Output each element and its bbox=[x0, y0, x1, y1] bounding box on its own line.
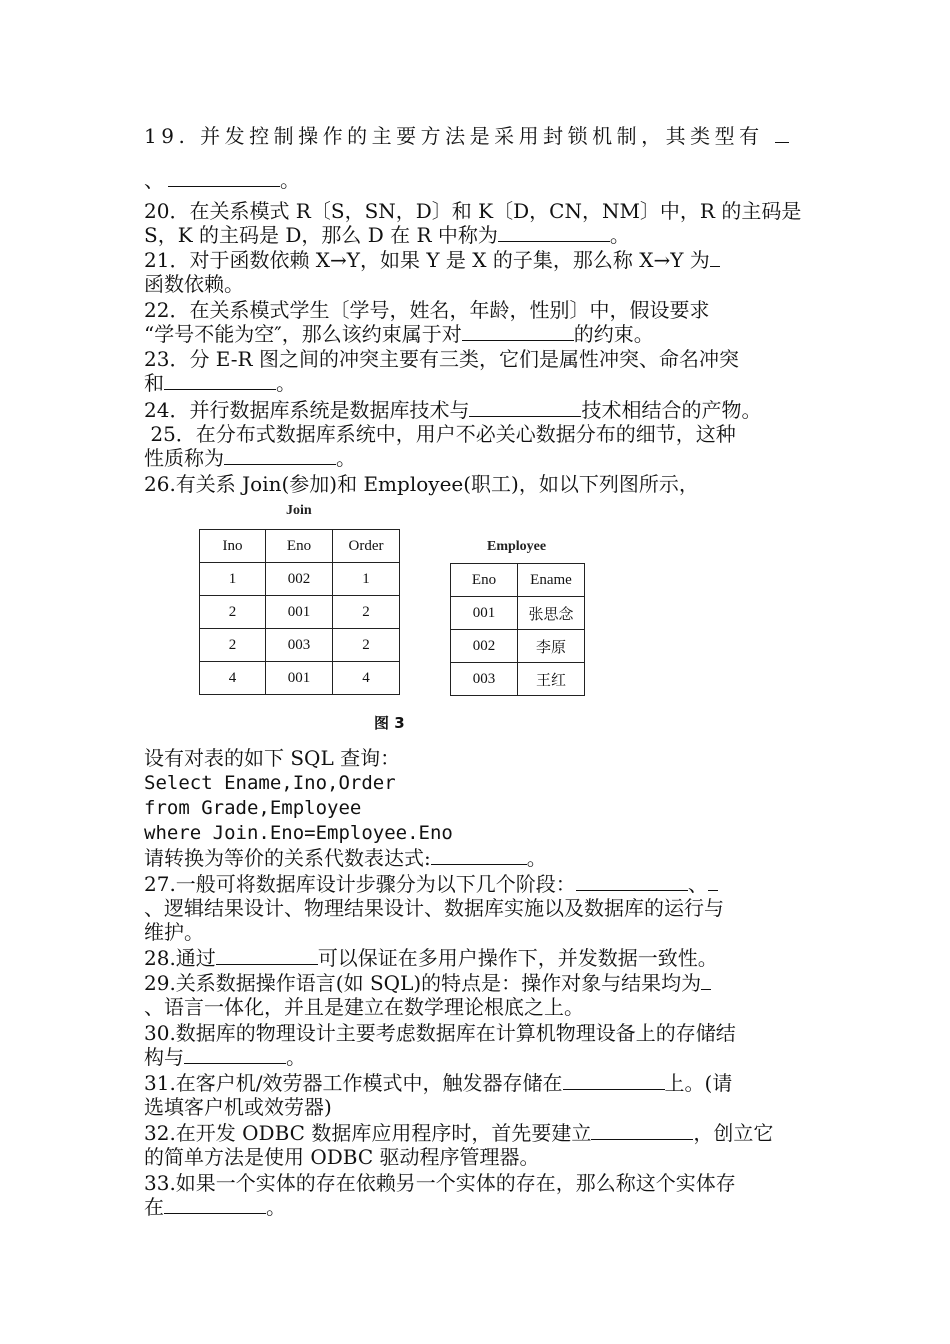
question-22-line-1: 22．在关系模式学生〔学号，姓名，年龄，性别〕中，假设要求 bbox=[144, 298, 710, 322]
join-cell: 2 bbox=[200, 629, 266, 662]
employee-cell: 002 bbox=[451, 630, 518, 663]
join-table bbox=[199, 529, 400, 695]
employee-header-cell: Eno bbox=[451, 564, 518, 597]
question-29-line-2: 、语言一体化，并且是建立在数学理论根底之上。 bbox=[144, 995, 584, 1019]
question-30-line-1: 30.数据库的物理设计主要考虑数据库在计算机物理设备上的存储结 bbox=[144, 1021, 736, 1045]
question-24-line: 24．并行数据库系统是数据库技术与 技术相结合的产物。 bbox=[144, 398, 762, 422]
join-cell: 4 bbox=[200, 662, 266, 695]
join-cell: 001 bbox=[266, 662, 333, 695]
employee-table-row bbox=[451, 663, 585, 696]
employee-cell: 001 bbox=[451, 597, 518, 630]
join-cell: 2 bbox=[333, 596, 400, 629]
join-table-row bbox=[200, 596, 400, 629]
question-19-line-1: 19. 并发控制操作的主要方法是采用封锁机制，其类型有 bbox=[144, 124, 789, 148]
join-header-cell: Order bbox=[333, 530, 400, 563]
question-23-line-2: 和 。 bbox=[144, 371, 296, 395]
join-table-row bbox=[200, 662, 400, 695]
question-26-line-3: 请转换为等价的关系代数表达式: 。 bbox=[144, 846, 547, 870]
question-20-line-2: S，K 的主码是 D，那么 D 在 R 中称为 。 bbox=[144, 223, 630, 247]
join-cell: 2 bbox=[333, 629, 400, 662]
question-21-line-1: 21．对于函数依赖 X→Y，如果 Y 是 X 的子集，那么称 X→Y 为 bbox=[144, 248, 720, 272]
question-28-line: 28.通过 可以保证在多用户操作下，并发数据一致性。 bbox=[144, 946, 718, 970]
join-cell: 1 bbox=[333, 563, 400, 596]
question-33-line-1: 33.如果一个实体的存在依赖另一个实体的存在，那么称这个实体存 bbox=[144, 1171, 736, 1195]
employee-header-cell: Ename bbox=[518, 564, 585, 597]
question-27-line-1: 27.一般可将数据库设计步骤分为以下几个阶段： 、 bbox=[144, 872, 718, 896]
join-table-title: Join bbox=[286, 503, 312, 518]
employee-table-title: Employee bbox=[487, 539, 547, 554]
join-cell: 003 bbox=[266, 629, 333, 662]
join-cell: 001 bbox=[266, 596, 333, 629]
employee-cell: 003 bbox=[451, 663, 518, 696]
join-cell: 002 bbox=[266, 563, 333, 596]
employee-cell: 张思念 bbox=[518, 597, 585, 630]
sql-line-2: from Grade,Employee bbox=[144, 797, 362, 819]
question-27-line-2: 、逻辑结果设计、物理结果设计、数据库实施以及数据库的运行与 bbox=[144, 896, 724, 920]
question-31-line-2: 选填客户机或效劳器) bbox=[144, 1095, 332, 1119]
join-header-cell: Ino bbox=[200, 530, 266, 563]
question-25-line-2: 性质称为 。 bbox=[144, 446, 356, 470]
join-cell: 1 bbox=[200, 563, 266, 596]
question-29-line-1: 29.关系数据操作语言(如 SQL)的特点是：操作对象与结果均为 bbox=[144, 971, 711, 995]
question-30-line-2: 构与 。 bbox=[144, 1045, 306, 1069]
question-27-line-3: 维护。 bbox=[144, 920, 204, 944]
join-table-header-row bbox=[200, 530, 400, 563]
question-32-line-2: 的简单方法是使用 ODBC 驱动程序管理器。 bbox=[144, 1145, 540, 1169]
question-20-line-1: 20．在关系模式 R〔S，SN，D〕和 K〔D，CN，NM〕中，R 的主码是 bbox=[144, 199, 802, 223]
employee-table-header-row bbox=[451, 564, 585, 597]
employee-cell: 王红 bbox=[518, 663, 585, 696]
question-19-line-2: 、 。 bbox=[144, 168, 300, 192]
figure-caption: 图 3 bbox=[374, 714, 405, 732]
employee-table-row bbox=[451, 597, 585, 630]
join-table-row bbox=[200, 629, 400, 662]
question-22-line-2: “学号不能为空″，那么该约束属于对 的约束。 bbox=[144, 322, 654, 346]
question-25-line-1: 25．在分布式数据库系统中，用户不必关心数据分布的细节，这种 bbox=[144, 422, 736, 446]
question-21-line-2: 函数依赖。 bbox=[144, 272, 244, 296]
employee-table-row bbox=[451, 630, 585, 663]
join-cell: 4 bbox=[333, 662, 400, 695]
question-32-line-1: 32.在开发 ODBC 数据库应用程序时，首先要建立 ，创立它 bbox=[144, 1121, 774, 1145]
join-cell: 2 bbox=[200, 596, 266, 629]
question-33-line-2: 在 。 bbox=[144, 1195, 286, 1219]
employee-table bbox=[450, 563, 585, 696]
employee-cell: 李原 bbox=[518, 630, 585, 663]
join-table-row bbox=[200, 563, 400, 596]
sql-line-1: Select Ename,Ino,Order bbox=[144, 772, 396, 794]
question-31-line-1: 31.在客户机/效劳器工作模式中，触发器存储在 上。(请 bbox=[144, 1071, 733, 1095]
join-header-cell: Eno bbox=[266, 530, 333, 563]
question-26-line-2: 设有对表的如下 SQL 查询： bbox=[144, 746, 401, 770]
question-23-line-1: 23．分 E-R 图之间的冲突主要有三类，它们是属性冲突、命名冲突 bbox=[144, 347, 739, 371]
sql-line-3: where Join.Eno=Employee.Eno bbox=[144, 822, 453, 844]
question-26-line-1: 26.有关系 Join(参加)和 Employee(职工)，如以下列图所示， bbox=[144, 472, 699, 496]
